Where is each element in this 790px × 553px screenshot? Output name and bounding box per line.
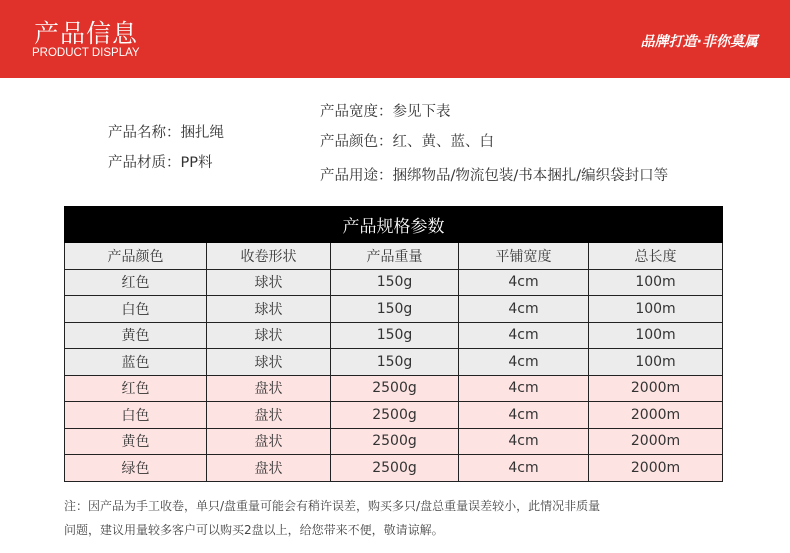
cell: 4cm: [459, 269, 589, 296]
cell: 盘状: [207, 402, 331, 429]
cell: 4cm: [459, 349, 589, 376]
note-line-1: 注：因产品为手工收卷，单只/盘重量可能会有稍许误差，购买多只/盘总重量误差较小，此情况非质量: [64, 499, 601, 513]
cell: 4cm: [459, 428, 589, 455]
product-usage: 产品用途：捆绑物品/物流包装/书本捆扎/编织袋封口等: [320, 168, 669, 184]
cell: 100m: [589, 349, 723, 376]
cell: 黄色: [65, 428, 207, 455]
cell: 2500g: [331, 428, 459, 455]
header-shape: 收卷形状: [207, 243, 331, 270]
cell: 4cm: [459, 402, 589, 429]
table-row: [65, 322, 723, 349]
cell: 盘状: [207, 428, 331, 455]
table-row: [65, 402, 723, 429]
cell: 球状: [207, 269, 331, 296]
banner-subtitle: PRODUCT DISPLAY: [32, 47, 140, 59]
cell: 4cm: [459, 375, 589, 402]
cell: 2000m: [589, 428, 723, 455]
cell: 150g: [331, 322, 459, 349]
product-color: 产品颜色：红、黄、蓝、白: [320, 134, 494, 150]
product-name: 产品名称：捆扎绳: [108, 125, 224, 141]
header-width: 平铺宽度: [459, 243, 589, 270]
cell: 白色: [65, 402, 207, 429]
table-row: [65, 375, 723, 402]
spec-table: [64, 206, 723, 482]
table-row: [65, 296, 723, 323]
cell: 球状: [207, 322, 331, 349]
cell: 150g: [331, 296, 459, 323]
table-row: [65, 349, 723, 376]
table-row: [65, 455, 723, 482]
table-header-row: [65, 243, 723, 270]
cell: 球状: [207, 349, 331, 376]
cell: 盘状: [207, 375, 331, 402]
cell: 蓝色: [65, 349, 207, 376]
product-width: 产品宽度：参见下表: [320, 104, 451, 120]
cell: 盘状: [207, 455, 331, 482]
cell: 100m: [589, 296, 723, 323]
cell: 4cm: [459, 296, 589, 323]
header-weight: 产品重量: [331, 243, 459, 270]
cell: 黄色: [65, 322, 207, 349]
banner-title: 产品信息: [34, 19, 139, 48]
cell: 100m: [589, 269, 723, 296]
cell: 2500g: [331, 375, 459, 402]
cell: 白色: [65, 296, 207, 323]
table-row: [65, 269, 723, 296]
header-banner: [0, 0, 790, 78]
note-line-2: 问题，建议用量较多客户可以购买2盘以上，给您带来不便，敬请谅解。: [64, 523, 444, 537]
cell: 红色: [65, 375, 207, 402]
cell: 2000m: [589, 455, 723, 482]
table-row: [65, 428, 723, 455]
cell: 4cm: [459, 455, 589, 482]
cell: 100m: [589, 322, 723, 349]
header-color: 产品颜色: [65, 243, 207, 270]
banner-slogan: 品牌打造·非你莫属: [640, 34, 758, 50]
cell: 2000m: [589, 402, 723, 429]
cell: 球状: [207, 296, 331, 323]
cell: 150g: [331, 269, 459, 296]
cell: 红色: [65, 269, 207, 296]
cell: 绿色: [65, 455, 207, 482]
cell: 150g: [331, 349, 459, 376]
cell: 2500g: [331, 402, 459, 429]
cell: 4cm: [459, 322, 589, 349]
cell: 2000m: [589, 375, 723, 402]
table-title: 产品规格参数: [65, 207, 723, 243]
product-material: 产品材质：PP料: [108, 155, 213, 171]
header-length: 总长度: [589, 243, 723, 270]
cell: 2500g: [331, 455, 459, 482]
